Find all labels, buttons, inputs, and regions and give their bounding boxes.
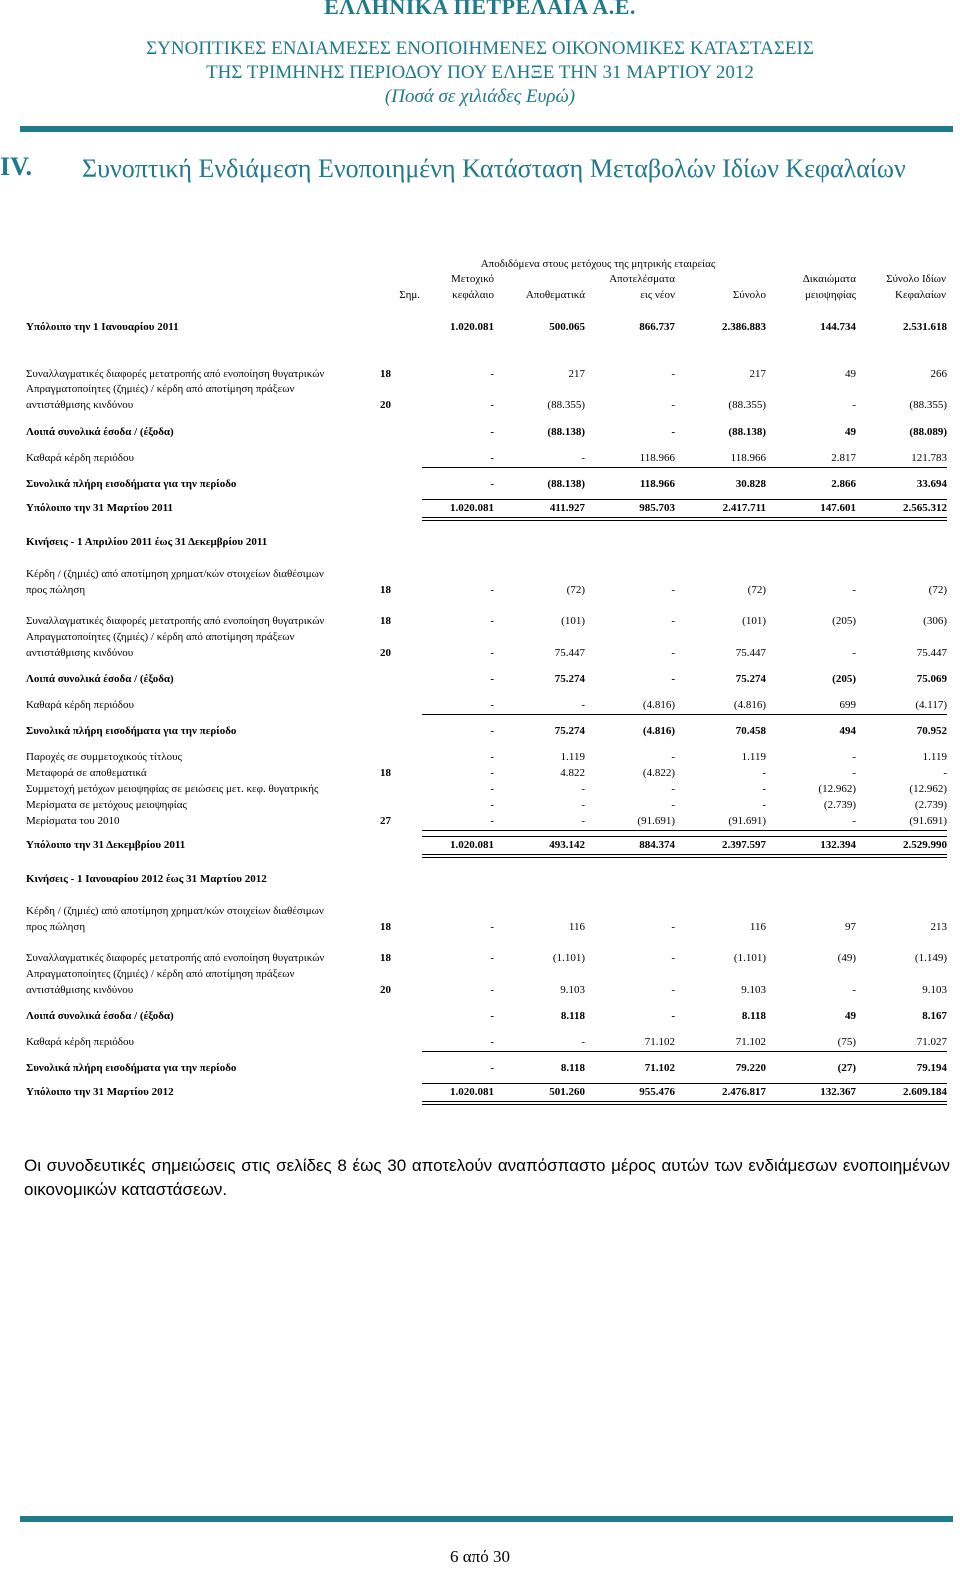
group-header: Αποδιδόμενα στους μετόχους της μητρικής εταιρείας xyxy=(480,258,716,270)
row-value: 70.952 xyxy=(916,725,947,737)
row-label: Συναλλαγματικές διαφορές μετατροπής από ενοποίηση θυγατρικών xyxy=(26,368,325,380)
row-value: 121.783 xyxy=(911,452,947,464)
row-value: - xyxy=(490,815,494,827)
row-value: 49 xyxy=(845,1010,856,1022)
row-label: Συνολικά πλήρη εισοδήματα για την περίοδο xyxy=(26,1062,237,1074)
row-value: 147.601 xyxy=(820,502,856,514)
row-value: 49 xyxy=(845,426,856,438)
row-value: 75.447 xyxy=(916,647,947,659)
row-value: 75.069 xyxy=(916,673,947,685)
row-value: - xyxy=(490,1010,494,1022)
row-value: - xyxy=(671,921,675,933)
row-label: Λοιπά συνολικά έσοδα / (έξοδα) xyxy=(26,1010,174,1022)
row-value: 2.529.990 xyxy=(903,839,947,851)
row-value: 217 xyxy=(568,368,585,380)
row-value: 1.020.081 xyxy=(450,839,494,851)
row-value: - xyxy=(490,699,494,711)
row-label: αντιστάθμισης κινδύνου xyxy=(26,984,134,996)
row-value: 1.119 xyxy=(922,751,947,763)
row-label: Καθαρά κέρδη περιόδου xyxy=(26,699,134,711)
row-value: - xyxy=(490,952,494,964)
row-value: - xyxy=(852,584,856,596)
row-value: (101) xyxy=(561,615,585,627)
row-value: 955.476 xyxy=(639,1086,675,1098)
row-value: 493.142 xyxy=(549,839,585,851)
row-value: 132.367 xyxy=(820,1086,856,1098)
subtotal-rule xyxy=(422,714,947,715)
row-note: 18 xyxy=(380,767,391,779)
row-value: 2.386.883 xyxy=(722,321,766,333)
subtotal-rule xyxy=(422,830,947,831)
row-value: - xyxy=(671,426,675,438)
row-value: 132.394 xyxy=(820,839,856,851)
row-value: 8.118 xyxy=(741,1010,766,1022)
row-value: 75.274 xyxy=(735,673,766,685)
total-top-rule xyxy=(422,499,947,500)
row-value: 75.447 xyxy=(735,647,766,659)
row-label: προς πώληση xyxy=(26,584,86,596)
row-value: (91.691) xyxy=(637,815,675,827)
row-value: 75.447 xyxy=(554,647,585,659)
row-label: Κινήσεις - 1 Απριλίου 2011 έως 31 Δεκεμβρίου 2011 xyxy=(26,536,268,548)
row-value: 8.118 xyxy=(560,1010,585,1022)
col-minority-header-1: Δικαιώματα xyxy=(802,273,856,285)
row-value: - xyxy=(490,584,494,596)
row-value: 985.703 xyxy=(639,502,675,514)
row-value: (72) xyxy=(566,584,585,596)
row-label: Συναλλαγματικές διαφορές μετατροπής από ενοποίηση θυγατρικών xyxy=(26,952,325,964)
subtotal-rule xyxy=(422,1051,947,1052)
row-value: - xyxy=(671,1010,675,1022)
row-value: - xyxy=(490,783,494,795)
col-retained-header-2: εις νέον xyxy=(640,289,675,301)
row-value: - xyxy=(852,751,856,763)
row-label: Καθαρά κέρδη περιόδου xyxy=(26,452,134,464)
row-value: 49 xyxy=(845,368,856,380)
row-value: (91.691) xyxy=(728,815,766,827)
report-title: ΣΥΝΟΠΤΙΚΕΣ ΕΝΔΙΑΜΕΣΕΣ ΕΝΟΠΟΙΗΜΕΝΕΣ ΟΙΚΟΝΟΜΙΚΕΣ ΚΑΤΑΣΤΑΣΕΙΣ xyxy=(146,38,814,59)
row-value: 8.167 xyxy=(922,1010,947,1022)
row-value: 2.817 xyxy=(831,452,856,464)
row-value: (88.355) xyxy=(909,399,947,411)
row-label: Μερίσματα σε μετόχους μειοψηφίας xyxy=(26,799,187,811)
row-value: 1.119 xyxy=(560,751,585,763)
row-value: - xyxy=(671,751,675,763)
row-value: 75.274 xyxy=(554,673,585,685)
col-equity-total-header-1: Σύνολο Ιδίων xyxy=(886,273,946,285)
row-value: 1.119 xyxy=(741,751,766,763)
row-value: (4.816) xyxy=(733,699,766,711)
row-value: - xyxy=(852,647,856,659)
row-value: (1.101) xyxy=(733,952,766,964)
total-rule xyxy=(422,854,947,858)
row-value: - xyxy=(581,452,585,464)
row-value: 70.458 xyxy=(735,725,766,737)
col-reserves-header: Αποθεματικά xyxy=(525,289,585,301)
row-value: (12.962) xyxy=(818,783,856,795)
row-value: 97 xyxy=(845,921,856,933)
row-value: (4.822) xyxy=(642,767,675,779)
row-label: Απραγματοποίητες (ζημιές) / κέρδη από αποτίμηση πράξεων xyxy=(26,968,295,980)
row-value: (4.816) xyxy=(642,725,675,737)
row-value: 71.102 xyxy=(644,1062,675,1074)
row-value: 71.102 xyxy=(735,1036,766,1048)
row-label: Συναλλαγματικές διαφορές μετατροπής από ενοποίηση θυγατρικών xyxy=(26,615,325,627)
row-value: - xyxy=(943,767,947,779)
row-label: Συμμετοχή μετόχων μειοψηφίας σε μειώσεις μετ. κεφ. θυγατρικής xyxy=(26,783,319,795)
row-note: 18 xyxy=(380,615,391,627)
section-title: Συνοπτική Ενδιάμεση Ενοποιημένη Κατάσταση Μεταβολών Ιδίων Κεφαλαίων xyxy=(82,154,906,183)
row-value: - xyxy=(671,673,675,685)
row-label: Καθαρά κέρδη περιόδου xyxy=(26,1036,134,1048)
row-value: - xyxy=(671,368,675,380)
row-value: - xyxy=(490,368,494,380)
currency-note: (Ποσά σε χιλιάδες Ευρώ) xyxy=(384,86,576,107)
row-value: 71.027 xyxy=(916,1036,947,1048)
total-top-rule xyxy=(422,836,947,837)
col-minority-header-2: μειοψηφίας xyxy=(804,289,856,301)
row-value: 118.966 xyxy=(639,478,675,490)
row-value: - xyxy=(581,799,585,811)
row-value: (88.089) xyxy=(909,426,947,438)
row-value: - xyxy=(671,615,675,627)
row-label: Απραγματοποίητες (ζημιές) / κέρδη από αποτίμηση πράξεων xyxy=(26,631,295,643)
row-value: (4.117) xyxy=(915,699,947,711)
row-value: - xyxy=(490,615,494,627)
row-value: - xyxy=(671,952,675,964)
row-note: 20 xyxy=(380,984,391,996)
row-label: Κινήσεις - 1 Ιανουαρίου 2012 έως 31 Μαρτίου 2012 xyxy=(26,873,267,885)
row-value: (49) xyxy=(837,952,856,964)
row-value: 144.734 xyxy=(820,321,856,333)
row-value: 411.927 xyxy=(549,502,585,514)
row-value: 118.966 xyxy=(730,452,766,464)
row-value: - xyxy=(762,783,766,795)
row-value: (88.138) xyxy=(547,478,585,490)
col-share-capital-header-1: Μετοχικό xyxy=(451,273,494,285)
row-value: - xyxy=(490,673,494,685)
row-value: 2.417.711 xyxy=(722,502,766,514)
row-label: προς πώληση xyxy=(26,921,86,933)
row-value: 9.103 xyxy=(741,984,766,996)
row-value: - xyxy=(490,478,494,490)
row-label: Μεταφορά σε αποθεματικά xyxy=(26,767,147,779)
row-label: Υπόλοιπο την 1 Ιανουαρίου 2011 xyxy=(26,321,179,333)
row-value: 2.866 xyxy=(831,478,856,490)
row-value: (88.138) xyxy=(547,426,585,438)
row-label: Παροχές σε συμμετοχικούς τίτλους xyxy=(26,751,182,763)
row-label: Συνολικά πλήρη εισοδήματα για την περίοδο xyxy=(26,725,237,737)
row-note: 20 xyxy=(380,399,391,411)
row-value: 116 xyxy=(749,921,766,933)
row-value: 866.737 xyxy=(639,321,675,333)
row-value: (12.962) xyxy=(909,783,947,795)
row-value: (72) xyxy=(928,584,947,596)
row-value: - xyxy=(671,399,675,411)
row-value: - xyxy=(581,783,585,795)
row-label: Υπόλοιπο την 31 Μαρτίου 2011 xyxy=(26,502,174,514)
row-value: (101) xyxy=(742,615,766,627)
row-value: - xyxy=(852,984,856,996)
row-value: 71.102 xyxy=(644,1036,675,1048)
row-value: (88.355) xyxy=(728,399,766,411)
row-value: 116 xyxy=(568,921,585,933)
row-value: 884.374 xyxy=(639,839,675,851)
row-value: (4.816) xyxy=(642,699,675,711)
row-label: Λοιπά συνολικά έσοδα / (έξοδα) xyxy=(26,426,174,438)
row-value: 9.103 xyxy=(560,984,585,996)
row-value: - xyxy=(581,699,585,711)
row-value: - xyxy=(581,815,585,827)
row-value: 1.020.081 xyxy=(450,502,494,514)
row-value: - xyxy=(490,725,494,737)
row-value: 33.694 xyxy=(916,478,947,490)
row-value: - xyxy=(490,921,494,933)
row-value: 75.274 xyxy=(554,725,585,737)
row-note: 18 xyxy=(380,368,391,380)
row-value: - xyxy=(762,767,766,779)
row-value: - xyxy=(671,584,675,596)
row-note: 18 xyxy=(380,584,391,596)
row-value: 79.194 xyxy=(916,1062,947,1074)
row-value: 1.020.081 xyxy=(450,321,494,333)
col-note-header: Σημ. xyxy=(399,289,420,301)
row-value: (75) xyxy=(837,1036,856,1048)
row-value: 79.220 xyxy=(735,1062,766,1074)
section-number: IV. xyxy=(0,152,33,181)
row-label: Μερίσματα του 2010 xyxy=(26,815,120,827)
row-value: (205) xyxy=(832,615,856,627)
row-value: 217 xyxy=(749,368,766,380)
row-value: (72) xyxy=(747,584,766,596)
row-value: (91.691) xyxy=(909,815,947,827)
row-value: 2.609.184 xyxy=(903,1086,947,1098)
row-note: 20 xyxy=(380,647,391,659)
row-label: αντιστάθμισης κινδύνου xyxy=(26,647,134,659)
row-value: - xyxy=(490,426,494,438)
header-rule xyxy=(20,126,953,132)
row-value: 8.118 xyxy=(560,1062,585,1074)
row-note: 27 xyxy=(380,815,391,827)
row-label: Λοιπά συνολικά έσοδα / (έξοδα) xyxy=(26,673,174,685)
row-value: 2.476.817 xyxy=(722,1086,766,1098)
row-value: 501.260 xyxy=(549,1086,585,1098)
total-top-rule xyxy=(422,1083,947,1084)
row-value: (88.138) xyxy=(728,426,766,438)
row-value: - xyxy=(852,399,856,411)
row-value: - xyxy=(490,984,494,996)
row-value: - xyxy=(671,984,675,996)
row-value: 500.065 xyxy=(549,321,585,333)
row-label: Υπόλοιπο την 31 Δεκεμβρίου 2011 xyxy=(26,839,186,851)
row-label: Συνολικά πλήρη εισοδήματα για την περίοδο xyxy=(26,478,237,490)
row-value: (205) xyxy=(832,673,856,685)
page-number: 6 από 30 xyxy=(450,1547,510,1566)
col-total-header: Σύνολο xyxy=(732,289,766,301)
row-value: 4.822 xyxy=(560,767,585,779)
row-value: - xyxy=(671,799,675,811)
row-value: (27) xyxy=(837,1062,856,1074)
row-value: - xyxy=(671,647,675,659)
row-value: - xyxy=(762,799,766,811)
row-value: 2.397.597 xyxy=(722,839,766,851)
subtotal-rule xyxy=(422,467,947,468)
row-value: 1.020.081 xyxy=(450,1086,494,1098)
row-value: - xyxy=(490,452,494,464)
row-value: (2.739) xyxy=(823,799,856,811)
report-period: ΤΗΣ ΤΡΙΜΗΝΗΣ ΠΕΡΙΟΔΟΥ ΠΟΥ ΕΛΗΞΕ ΤΗΝ 31 ΜΑΡΤΙΟΥ 2012 xyxy=(206,62,754,83)
row-value: (1.149) xyxy=(914,952,947,964)
row-value: 9.103 xyxy=(922,984,947,996)
row-value: - xyxy=(490,799,494,811)
row-value: 30.828 xyxy=(735,478,766,490)
row-note: 18 xyxy=(380,921,391,933)
row-value: - xyxy=(490,767,494,779)
row-value: - xyxy=(852,815,856,827)
row-value: - xyxy=(490,399,494,411)
row-note: 18 xyxy=(380,952,391,964)
row-value: 213 xyxy=(930,921,947,933)
row-value: - xyxy=(490,647,494,659)
row-label: Απραγματοποίητες (ζημιές) / κέρδη από αποτίμηση πράξεων xyxy=(26,383,295,395)
company-name: ΕΛΛΗΝΙΚΑ ΠΕΤΡΕΛΑΙΑ Α.Ε. xyxy=(324,0,636,19)
row-value: - xyxy=(581,1036,585,1048)
row-value: - xyxy=(490,1062,494,1074)
row-value: (306) xyxy=(923,615,947,627)
row-value: 266 xyxy=(930,368,947,380)
total-rule xyxy=(422,517,947,521)
row-label: Κέρδη / (ζημιές) από αποτίμηση χρηματ/κών στοιχείων διαθέσιμων xyxy=(26,905,324,917)
row-value: (1.101) xyxy=(552,952,585,964)
row-value: 2.565.312 xyxy=(903,502,947,514)
col-equity-total-header-2: Κεφαλαίων xyxy=(895,289,946,301)
row-label: Υπόλοιπο την 31 Μαρτίου 2012 xyxy=(26,1086,174,1098)
row-value: (2.739) xyxy=(914,799,947,811)
row-value: 699 xyxy=(839,699,856,711)
row-value: 2.531.618 xyxy=(903,321,947,333)
col-share-capital-header-2: κεφάλαιο xyxy=(452,289,494,301)
col-retained-header-1: Αποτελέσματα xyxy=(609,273,675,285)
row-value: (88.355) xyxy=(547,399,585,411)
row-value: - xyxy=(671,783,675,795)
row-value: - xyxy=(490,1036,494,1048)
row-value: 494 xyxy=(839,725,856,737)
footnote: Οι συνοδευτικές σημειώσεις στις σελίδες 8 έως 30 αποτελούν αναπόσπαστο μέρος αυτών των ενδιάμεσων ενοποιημένων οικονομικών καταστάσεων. xyxy=(24,1156,950,1199)
row-label: Κέρδη / (ζημιές) από αποτίμηση χρηματ/κών στοιχείων διαθέσιμων xyxy=(26,568,324,580)
row-value: 118.966 xyxy=(639,452,675,464)
row-value: - xyxy=(852,767,856,779)
row-label: αντιστάθμισης κινδύνου xyxy=(26,399,134,411)
footer-rule xyxy=(20,1516,953,1522)
row-value: - xyxy=(490,751,494,763)
total-rule xyxy=(422,1101,947,1105)
